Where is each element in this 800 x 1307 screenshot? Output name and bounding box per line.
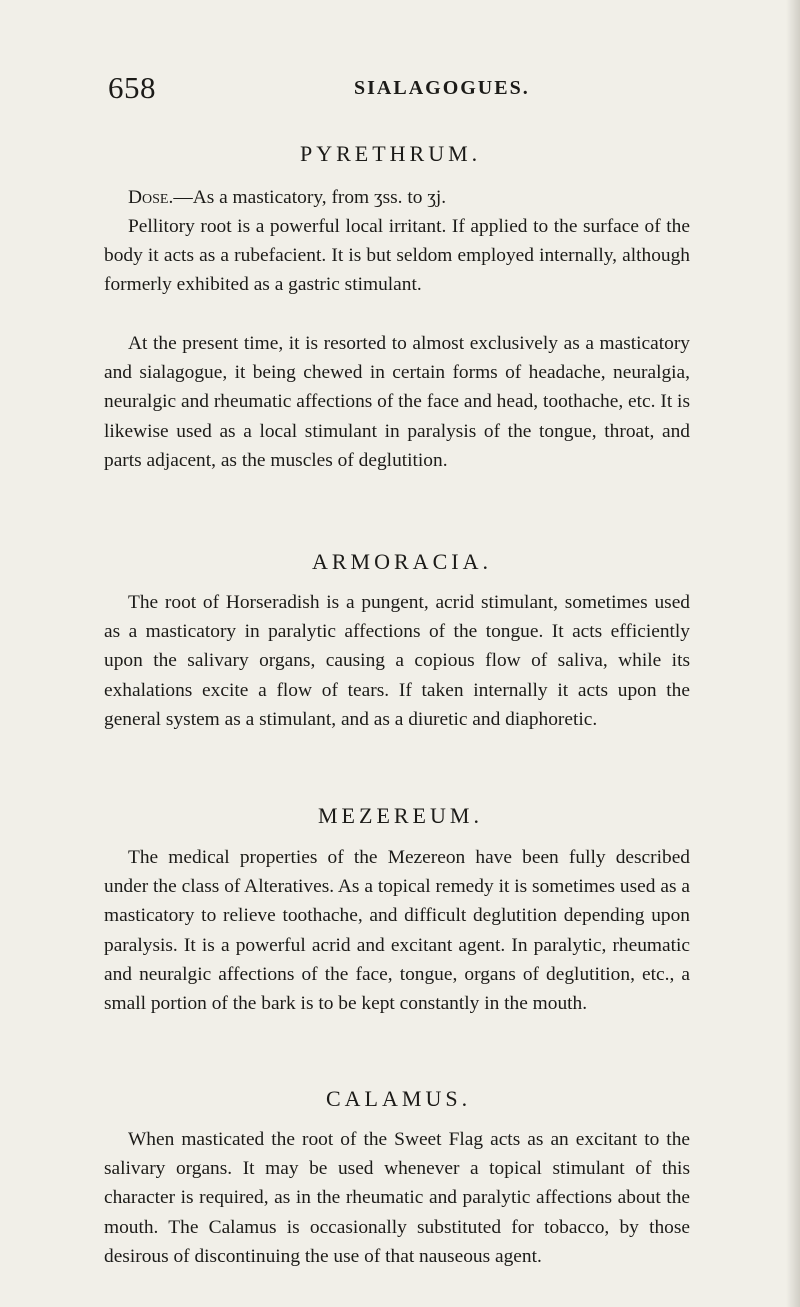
paragraph-armoracia: The root of Horseradish is a pungent, acrid stimulant, sometimes used as a masticatory in paralytic affections of the tongue. It acts efficiently upon the salivary organs, causing a copious flow of saliva, while its exhalations excite a flow of tears. If taken internally it acts upon the general system as a stimulant, and as a diuretic and diaphoretic.: [104, 592, 690, 730]
page-edge-shadow: [786, 0, 800, 1307]
section-title-mezereum: MEZEREUM.: [318, 803, 483, 828]
paragraph-mezereum: The medical properties of the Mezereon have been fully described under the class of Alteratives. As a topical remedy it is sometimes used as a masticatory to relieve toothache, and difficult deglutition depending upon paralysis. It is a powerful acrid and excitant agent. In paralytic, rheumatic and neuralgic affections of the face, tongue, organs of deglutition, etc., a small portion of the bark is to be kept constantly in the mouth.: [104, 847, 690, 1015]
paragraph-pyrethrum-1: Pellitory root is a powerful local irritant. If applied to the surface of the body it acts as a rubefacient. It is but seldom employed internally, although formerly exhibited as a gastric stimulant.: [104, 216, 690, 296]
section-title-pyrethrum: PYRETHRUM.: [300, 141, 482, 166]
section-title-calamus: CALAMUS.: [326, 1086, 472, 1111]
paragraph-pyrethrum-2: At the present time, it is resorted to almost exclusively as a masticatory and sialagogue, it being chewed in certain forms of headache, neuralgia, neuralgic and rheumatic affections of the face and head, toothache, etc. It is likewise used as a local stimulant in paralysis of the tongue, throat, and parts adjacent, as the muscles of deglutition.: [104, 333, 690, 471]
dose-line: [104, 183, 690, 212]
section-title-armoracia: ARMORACIA.: [312, 549, 492, 574]
dose-label: Dose.: [128, 187, 174, 208]
dose-text: —As a masticatory, from ʒss. to ʒj.: [173, 187, 447, 208]
page-number: 658: [108, 70, 156, 105]
running-title: SIALAGOGUES.: [354, 77, 530, 99]
paragraph-calamus: When masticated the root of the Sweet Flag acts as an excitant to the salivary organs. It may be used whenever a topical stimulant of this character is required, as in the rheumatic and paralytic affections about the mouth. The Calamus is occasionally substituted for tobacco, by those desirous of discontinuing the use of that nauseous agent.: [104, 1129, 690, 1267]
